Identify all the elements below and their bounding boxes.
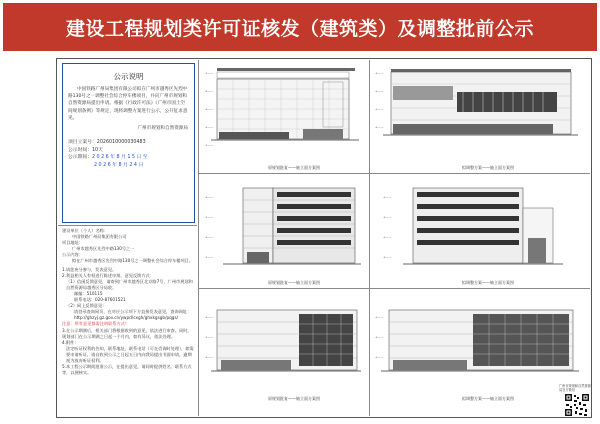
svg-text:+——: +—— (383, 235, 392, 239)
svg-text:+——: +—— (375, 89, 384, 93)
detail-line-5: 联系电话：020-87601521 (74, 297, 126, 303)
grid-divider-vertical (369, 60, 370, 416)
period-value: 10天 (92, 147, 103, 153)
svg-text:+——: +—— (205, 315, 214, 319)
elevation-drawing-5 (203, 294, 365, 394)
detail-line-11: 法定听证权利的告知，联系地址、联系电话（可在咨询时处理），如需要申请听证，请自收到公示之日起五日内向我局提出书面申请，逾期视为放弃听证权利。 (66, 345, 194, 363)
detail-line-7: 请登录查询网页，在对应公示项下方直接发表意见，查询网址： (74, 309, 192, 315)
location-label: 项目地址： (62, 240, 83, 246)
content-label: 公示内容： (62, 252, 83, 258)
warning-note: 注意：所有意见都需注明联系方式！ (62, 321, 130, 327)
left-column (58, 60, 199, 416)
svg-text:+——: +—— (205, 89, 214, 93)
date-start: 2026年8月15日至 (92, 155, 150, 161)
elevation-drawing-4 (373, 178, 588, 278)
svg-text:+——: +—— (205, 107, 214, 111)
elevation-caption-2: 拟调整方案——轴立面方案图 (462, 165, 514, 170)
content-value: 拟在广州市越秀区先烈中路130号之一调整社会综合停车楼项目。 (72, 258, 194, 264)
banner-title: 建设工程规划类许可证核发（建筑类）及调整批前公示 (3, 3, 597, 51)
elevation-caption-4: 拟调整方案——轴立面方案图 (462, 280, 514, 285)
qr-code-block (559, 384, 592, 418)
elevation-caption-6: 拟调整方案——轴立面方案图 (462, 396, 514, 401)
svg-text:+——: +—— (205, 143, 214, 147)
detail-line-1: 1.请您充分参与，发表意见。 (62, 266, 117, 272)
elevation-drawing-3 (203, 178, 365, 278)
elevation-drawing-2 (373, 62, 588, 162)
detail-line-3: （1）信函反馈意见，请寄到广州市越秀区北京路7号，广州市规划和自然资源局越秀区分局收。 (66, 278, 193, 290)
detail-line-10: 4.附件： (62, 339, 79, 345)
svg-text:+——: +—— (375, 71, 384, 75)
svg-text:+——: +—— (383, 255, 392, 259)
date-end: 2026年8月24日 (94, 162, 145, 168)
elevation-caption-5: 原规划批复——轴立面方案图 (268, 396, 320, 401)
svg-text:+——: +—— (375, 107, 384, 111)
detail-line-2: 2.利益相关人有权进行陈述申辩，意见反馈方式： (62, 272, 154, 278)
section-divider (58, 225, 197, 226)
svg-text:+——: +—— (205, 335, 214, 339)
dates-label: 公示期间： (68, 155, 92, 161)
project-no-label: 项目立案号： (68, 140, 97, 146)
elevation-drawing-6 (373, 294, 588, 394)
notice-signature: 广州市规划和自然资源局 (137, 126, 188, 132)
svg-text:+——: +—— (205, 235, 214, 239)
detail-line-12: 5.本工程公示期间批准公示，在提出意见，请同时提供姓名、联系方式等，以便核实。 (62, 364, 192, 376)
applicant-value: 中国铁路广州局集团有限公司 (72, 234, 127, 240)
applicant-label: 建设单位（个人）名称： (62, 228, 109, 233)
svg-text:+——: +—— (205, 355, 214, 359)
period-label: 公示时间： (68, 147, 92, 153)
grid-divider-row-1 (199, 173, 590, 174)
svg-text:+——: +—— (375, 315, 384, 319)
location-value: 广州市越秀区先烈中路130号之一 (72, 246, 135, 252)
svg-text:+——: +—— (375, 335, 384, 339)
svg-text:+——: +—— (205, 255, 214, 259)
svg-text:+——: +—— (375, 355, 384, 359)
detail-line-6: （2）网上反馈意见： (66, 303, 107, 309)
svg-text:+——: +—— (205, 125, 214, 129)
svg-text:+——: +—— (375, 125, 384, 129)
elevation-caption-3: 原规划批复——轴立面方案图 (268, 280, 320, 285)
project-no: 2026010000030483 (96, 140, 146, 146)
svg-text:+——: +—— (383, 195, 392, 199)
elevation-drawing-1 (203, 62, 365, 162)
svg-text:+——: +—— (383, 215, 392, 219)
qr-label: 广州市规划和自然资源局官方微信 (559, 384, 591, 392)
qr-code-icon (564, 393, 590, 417)
svg-text:+——: +—— (205, 215, 214, 219)
detail-line-4: 邮编：510115 (74, 290, 103, 296)
svg-text:+——: +—— (205, 71, 214, 75)
detail-line-9: 3.在公示期满后，相关部门将根据收到的意见，依法进行审查。同时，规划部门在公示期满之日起一个月内，如有异议，依法处理。 (62, 327, 192, 339)
elevation-caption-1: 原规划批复——轴立面方案图 (268, 165, 320, 170)
project-info (63, 139, 194, 169)
notice-body: 中国铁路广州局集团有限公司拟在广州市越秀区先烈中路130号之一调整社会综合停车楼项目，并向广州市规划和自然资源局提出申请。根据《行政许可法》《广州市国土空间规划条例》等规定，现将调整方案进行公示，公开征求意见。 (68, 87, 188, 121)
svg-text:+——: +—— (205, 195, 214, 199)
grid-divider-row-2 (199, 288, 590, 289)
notice-title: 公示说明 (113, 72, 144, 81)
detail-url: http://ghzyj.gz.gov.cn/ywpd/cxgh/ghxkgsgb/pqgs/ (74, 315, 179, 321)
notice-details (62, 228, 195, 376)
notice-box (62, 63, 195, 223)
